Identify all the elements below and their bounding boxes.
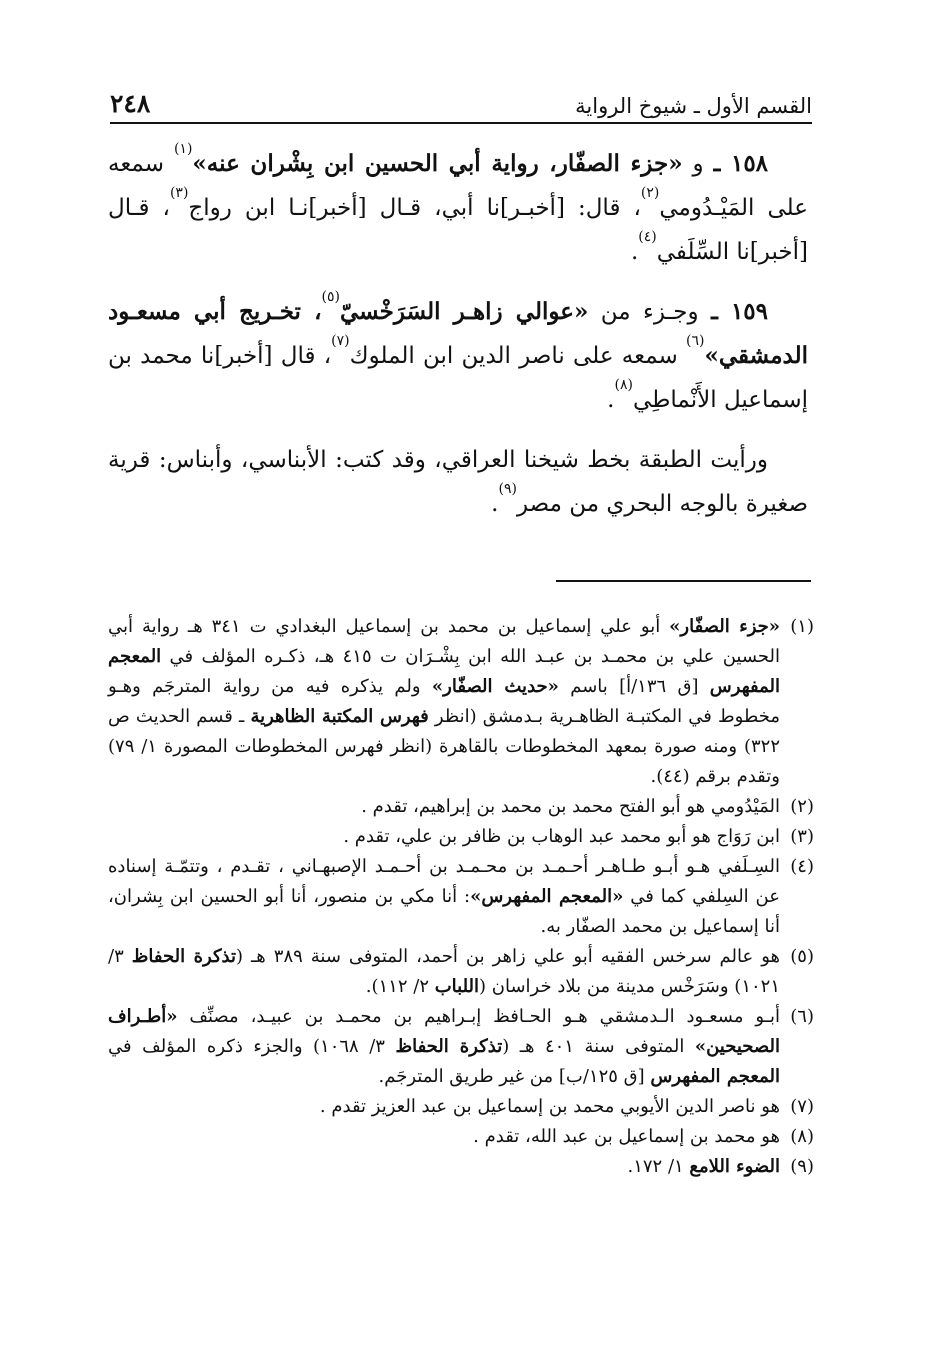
entry-title: «عوالي زاهـر السَرَخْسيّ: [339, 298, 589, 325]
footnote-mark: (٥): [790, 946, 814, 967]
footnote-4: (٤) السِـلَفي هـو أبـو طـاهـر أحـمـد بن محـمـد بن أحـمـد الإصبهـاني ، تقـدم ، وتتمّـة إسناده عن السِلفي كما في «المعجم المفهرس»: أنا مكي بن منصور، أنا أبو الحسين ابن بِشران، أنا إسماعيل بن محمد الصفّار به.: [108, 852, 814, 942]
footnote-mark: (١): [790, 616, 814, 637]
footnote-1: (١) «جزء الصفّار» أبو علي إسماعيل بن محمد بن إسماعيل البغدادي ت ٣٤١ هـ رواية أبي الحسين علي بن محمـد بن عبـد الله ابن بِشْـرَان ت ٤١٥ هـ، ذكـره المؤلف في المعجم المفهرس [ق ١٣٦/أ] باسم «حديث الصفّار» ولم يذكره فيه من رواية المترجَم وهـو مخطوط في المكتبـة الظاهـرية بـدمشق (انظر فهرس المكتبة الظاهرية ـ قسم الحديث ص ٣٢٢) ومنه صورة بمعهد المخطوطات بالقاهرة (انظر فهرس المخطوطات المصورة ١/ ٧٩) وتقدم برقم (٤٤).: [108, 612, 814, 792]
footnote-mark: (٩): [790, 1156, 814, 1177]
footnote-ref: (٤): [638, 229, 657, 245]
entry-number: ١٥٩ ـ: [711, 298, 768, 325]
footnote-mark: (٧): [790, 1096, 814, 1117]
page-number: ٢٤٨: [110, 89, 151, 118]
footnote-mark: (٢): [790, 796, 814, 817]
footnote-mark: (٣): [790, 826, 814, 847]
footnote-ref: (١): [173, 141, 193, 157]
footnote-mark: (٨): [790, 1126, 814, 1147]
footnote-mark: (٤): [790, 856, 814, 877]
footnote-7: (٧) هو ناصر الدين الأيوبي محمد بن إسماعيل بن عبد العزيز تقدم .: [108, 1092, 814, 1122]
entry-159: ١٥٩ ـ وجـزء من «عوالي زاهـر السَرَخْسيّ$^{(٥)}$، تخـريج أبي مسعـود الدمشقي»$^{(٦)}$ سمعه على ناصر الدين ابن الملوك$^{(٧)}$، قال [أخبر]نا محمد بن إسماعيل الأَنْماطِي$^{(٨)}$.: [108, 289, 808, 413]
entry-158: ١٥٨ ـ و «جزء الصفّار، رواية أبي الحسين ابن بِشْران عنه»$^{(١)}$ سمعه على المَيْـدُومي$^{(٢)}$، قال: [أخبـر]نا أبي، قـال [أخبر]نـا ابن رواج$^{(٣)}$، قـال [أخبر]نا السِّلَفي$^{(٤)}$.: [108, 141, 808, 265]
footnote-ref: (٣): [169, 185, 189, 201]
footnote-5: (٥) هو عالم سرخس الفقيه أبو علي زاهر بن أحمد، المتوفى سنة ٣٨٩ هـ (تذكرة الحفاظ ٣/ ١٠٢١) وسَرَخْس مدينة من بلاد خراسان (اللباب ٢/ ١١٢).: [108, 942, 814, 1002]
entry-title: «جزء الصفّار، رواية أبي الحسين ابن بِشْران عنه»: [192, 150, 683, 177]
footnote-6: (٦) أبـو مسعـود الـدمشقي هـو الحـافظ إبـراهيم بن محمـد بن عبيـد، مصنِّف «أطـراف الصحيحين» المتوفى سنة ٤٠١ هـ (تذكرة الحفاظ ٣/ ١٠٦٨) والجزء ذكره المؤلف في المعجم المفهرس [ق ١٢٥/ب] من غير طريق المترجَم.: [108, 1002, 814, 1092]
note-paragraph: ورأيت الطبقة بخط شيخنا العراقي، وقد كتب: الأبناسي، وأبناس: قرية صغيرة بالوجه البحري من مصر$^{(٩)}$.: [108, 447, 808, 517]
footnote-separator: [556, 580, 811, 582]
footnote-ref: (٥): [321, 289, 340, 305]
footnote-8: (٨) هو محمد بن إسماعيل بن عبد الله، تقدم .: [108, 1122, 814, 1152]
footnote-2: (٢) المَيْدُومي هو أبو الفتح محمد بن محمد بن إبراهيم، تقدم .: [108, 792, 814, 822]
page-header: [110, 78, 812, 118]
footnote-ref: (٩): [498, 481, 517, 497]
footnotes: [108, 612, 814, 1182]
footnote-ref: (٢): [640, 185, 660, 201]
running-title: القسم الأول ـ شيوخ الرواية: [575, 94, 812, 118]
footnote-ref: (٧): [331, 333, 350, 349]
main-text: [108, 142, 808, 526]
footnote-ref: (٦): [686, 333, 705, 349]
footnote-9: (٩) الضوء اللامع ١/ ١٧٢.: [108, 1152, 814, 1182]
header-rule: [110, 122, 812, 124]
footnote-3: (٣) ابن رَوَاج هو أبو محمد عبد الوهاب بن ظافر بن علي، تقدم .: [108, 822, 814, 852]
footnote-mark: (٦): [790, 1006, 814, 1027]
entry-number: ١٥٨ ـ: [713, 150, 769, 177]
footnote-ref: (٨): [614, 377, 633, 393]
